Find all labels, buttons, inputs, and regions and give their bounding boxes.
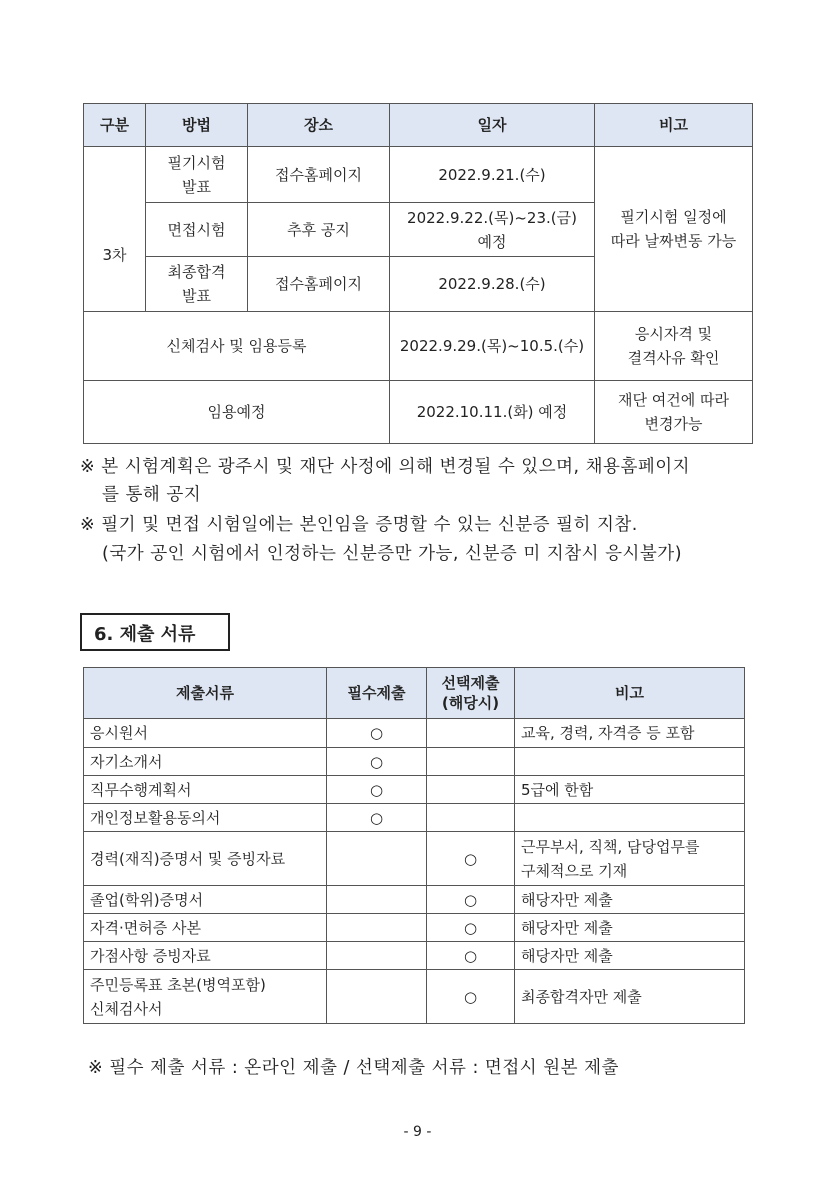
table-row	[84, 970, 745, 1024]
table-row	[84, 942, 745, 970]
document-name-cell: 응시원서	[84, 719, 327, 748]
method-cell: 면접시험	[146, 203, 248, 257]
schedule-table	[83, 103, 753, 444]
document-note-cell: 교육, 경력, 자격증 등 포함	[515, 719, 745, 748]
method-cell: 최종합격 발표	[146, 257, 248, 312]
footer-note: ※ 필수 제출 서류 : 온라인 제출 / 선택제출 서류 : 면접시 원본 제출	[88, 1058, 619, 1078]
optional-mark-cell	[427, 748, 515, 776]
optional-mark-cell	[427, 719, 515, 748]
circle-mark: ○	[369, 780, 384, 799]
optional-mark-cell	[427, 804, 515, 832]
date-cell: 2022.9.29.(목)~10.5.(수)	[390, 312, 595, 381]
required-mark-cell	[327, 970, 427, 1024]
table-row	[84, 147, 753, 203]
document-note-cell	[515, 804, 745, 832]
place-cell: 추후 공지	[248, 203, 390, 257]
date-cell: 2022.10.11.(화) 예정	[390, 381, 595, 444]
circle-mark: ○	[463, 890, 478, 909]
required-mark-cell	[327, 942, 427, 970]
place-cell: 접수홈페이지	[248, 257, 390, 312]
table-row	[84, 776, 745, 804]
required-mark-cell	[327, 719, 427, 748]
document-name-cell: 자격·면허증 사본	[84, 914, 327, 942]
schedule-header: 일자	[390, 104, 595, 147]
note-1-line-1: ※ 본 시험계획은 광주시 및 재단 사정에 의해 변경될 수 있으며, 채용홈페이지	[80, 457, 691, 477]
group-cell-top	[84, 147, 146, 203]
table-row	[84, 748, 745, 776]
optional-mark-cell	[427, 914, 515, 942]
document-note-cell	[515, 748, 745, 776]
document-note-cell: 근무부서, 직책, 담당업무를 구체적으로 기재	[515, 832, 745, 886]
group-label-cell: 3차	[84, 203, 146, 312]
required-mark-cell	[327, 832, 427, 886]
document-name-cell: 가점사항 증빙자료	[84, 942, 327, 970]
required-mark-cell	[327, 748, 427, 776]
schedule-header-row	[84, 104, 753, 147]
note-cell: 응시자격 및 결격사유 확인	[595, 312, 753, 381]
document-note-cell: 해당자만 제출	[515, 914, 745, 942]
table-row	[84, 719, 745, 748]
table-row	[84, 381, 753, 444]
optional-mark-cell	[427, 886, 515, 914]
required-mark-cell	[327, 914, 427, 942]
schedule-header: 구분	[84, 104, 146, 147]
required-mark-cell	[327, 804, 427, 832]
method-cell: 필기시험 발표	[146, 147, 248, 203]
document-note-cell: 해당자만 제출	[515, 886, 745, 914]
document-note-cell: 해당자만 제출	[515, 942, 745, 970]
document-name-cell: 자기소개서	[84, 748, 327, 776]
section-title: 6. 제출 서류	[94, 624, 196, 645]
circle-mark: ○	[369, 808, 384, 827]
document-name-cell: 주민등록표 초본(병역포함) 신체검사서	[84, 970, 327, 1024]
extra-label-cell: 임용예정	[84, 381, 390, 444]
document-name-cell: 개인정보활용동의서	[84, 804, 327, 832]
schedule-header: 비고	[595, 104, 753, 147]
table-row	[84, 886, 745, 914]
documents-header: 제출서류	[84, 668, 327, 719]
documents-header: 선택제출 (해당시)	[427, 668, 515, 719]
table-row	[84, 832, 745, 886]
date-cell: 2022.9.21.(수)	[390, 147, 595, 203]
extra-label-cell: 신체검사 및 임용등록	[84, 312, 390, 381]
document-name-cell: 졸업(학위)증명서	[84, 886, 327, 914]
group-note-cell: 필기시험 일정에 따라 날짜변동 가능	[595, 147, 753, 312]
circle-mark: ○	[463, 987, 478, 1006]
optional-mark-cell	[427, 832, 515, 886]
optional-mark-cell	[427, 776, 515, 804]
circle-mark: ○	[369, 724, 384, 742]
optional-mark-cell	[427, 942, 515, 970]
document-note-cell: 최종합격자만 제출	[515, 970, 745, 1024]
note-2-line-2: (국가 공인 시험에서 인정하는 신분증만 가능, 신분증 미 지참시 응시불가)	[102, 544, 683, 564]
section-heading	[80, 613, 230, 651]
documents-header: 필수제출	[327, 668, 427, 719]
circle-mark: ○	[369, 752, 384, 771]
circle-mark: ○	[463, 849, 478, 868]
required-mark-cell	[327, 886, 427, 914]
date-cell: 2022.9.28.(수)	[390, 257, 595, 312]
documents-header: 비고	[515, 668, 745, 719]
document-name-cell: 직무수행계획서	[84, 776, 327, 804]
date-cell: 2022.9.22.(목)~23.(금) 예정	[390, 203, 595, 257]
optional-mark-cell	[427, 970, 515, 1024]
circle-mark: ○	[463, 918, 478, 937]
page-number: - 9 -	[403, 1124, 432, 1140]
table-row	[84, 914, 745, 942]
documents-header-row	[84, 668, 745, 719]
note-cell: 재단 여건에 따라 변경가능	[595, 381, 753, 444]
circle-mark: ○	[463, 946, 478, 965]
schedule-header: 장소	[248, 104, 390, 147]
table-row	[84, 804, 745, 832]
required-mark-cell	[327, 776, 427, 804]
table-row	[84, 312, 753, 381]
document-note-cell: 5급에 한함	[515, 776, 745, 804]
schedule-header: 방법	[146, 104, 248, 147]
document-name-cell: 경력(재직)증명서 및 증빙자료	[84, 832, 327, 886]
place-cell: 접수홈페이지	[248, 147, 390, 203]
note-1-line-2: 를 통해 공지	[102, 485, 202, 505]
note-2-line-1: ※ 필기 및 면접 시험일에는 본인임을 증명할 수 있는 신분증 필히 지참.	[80, 515, 638, 535]
documents-table	[83, 667, 745, 1024]
